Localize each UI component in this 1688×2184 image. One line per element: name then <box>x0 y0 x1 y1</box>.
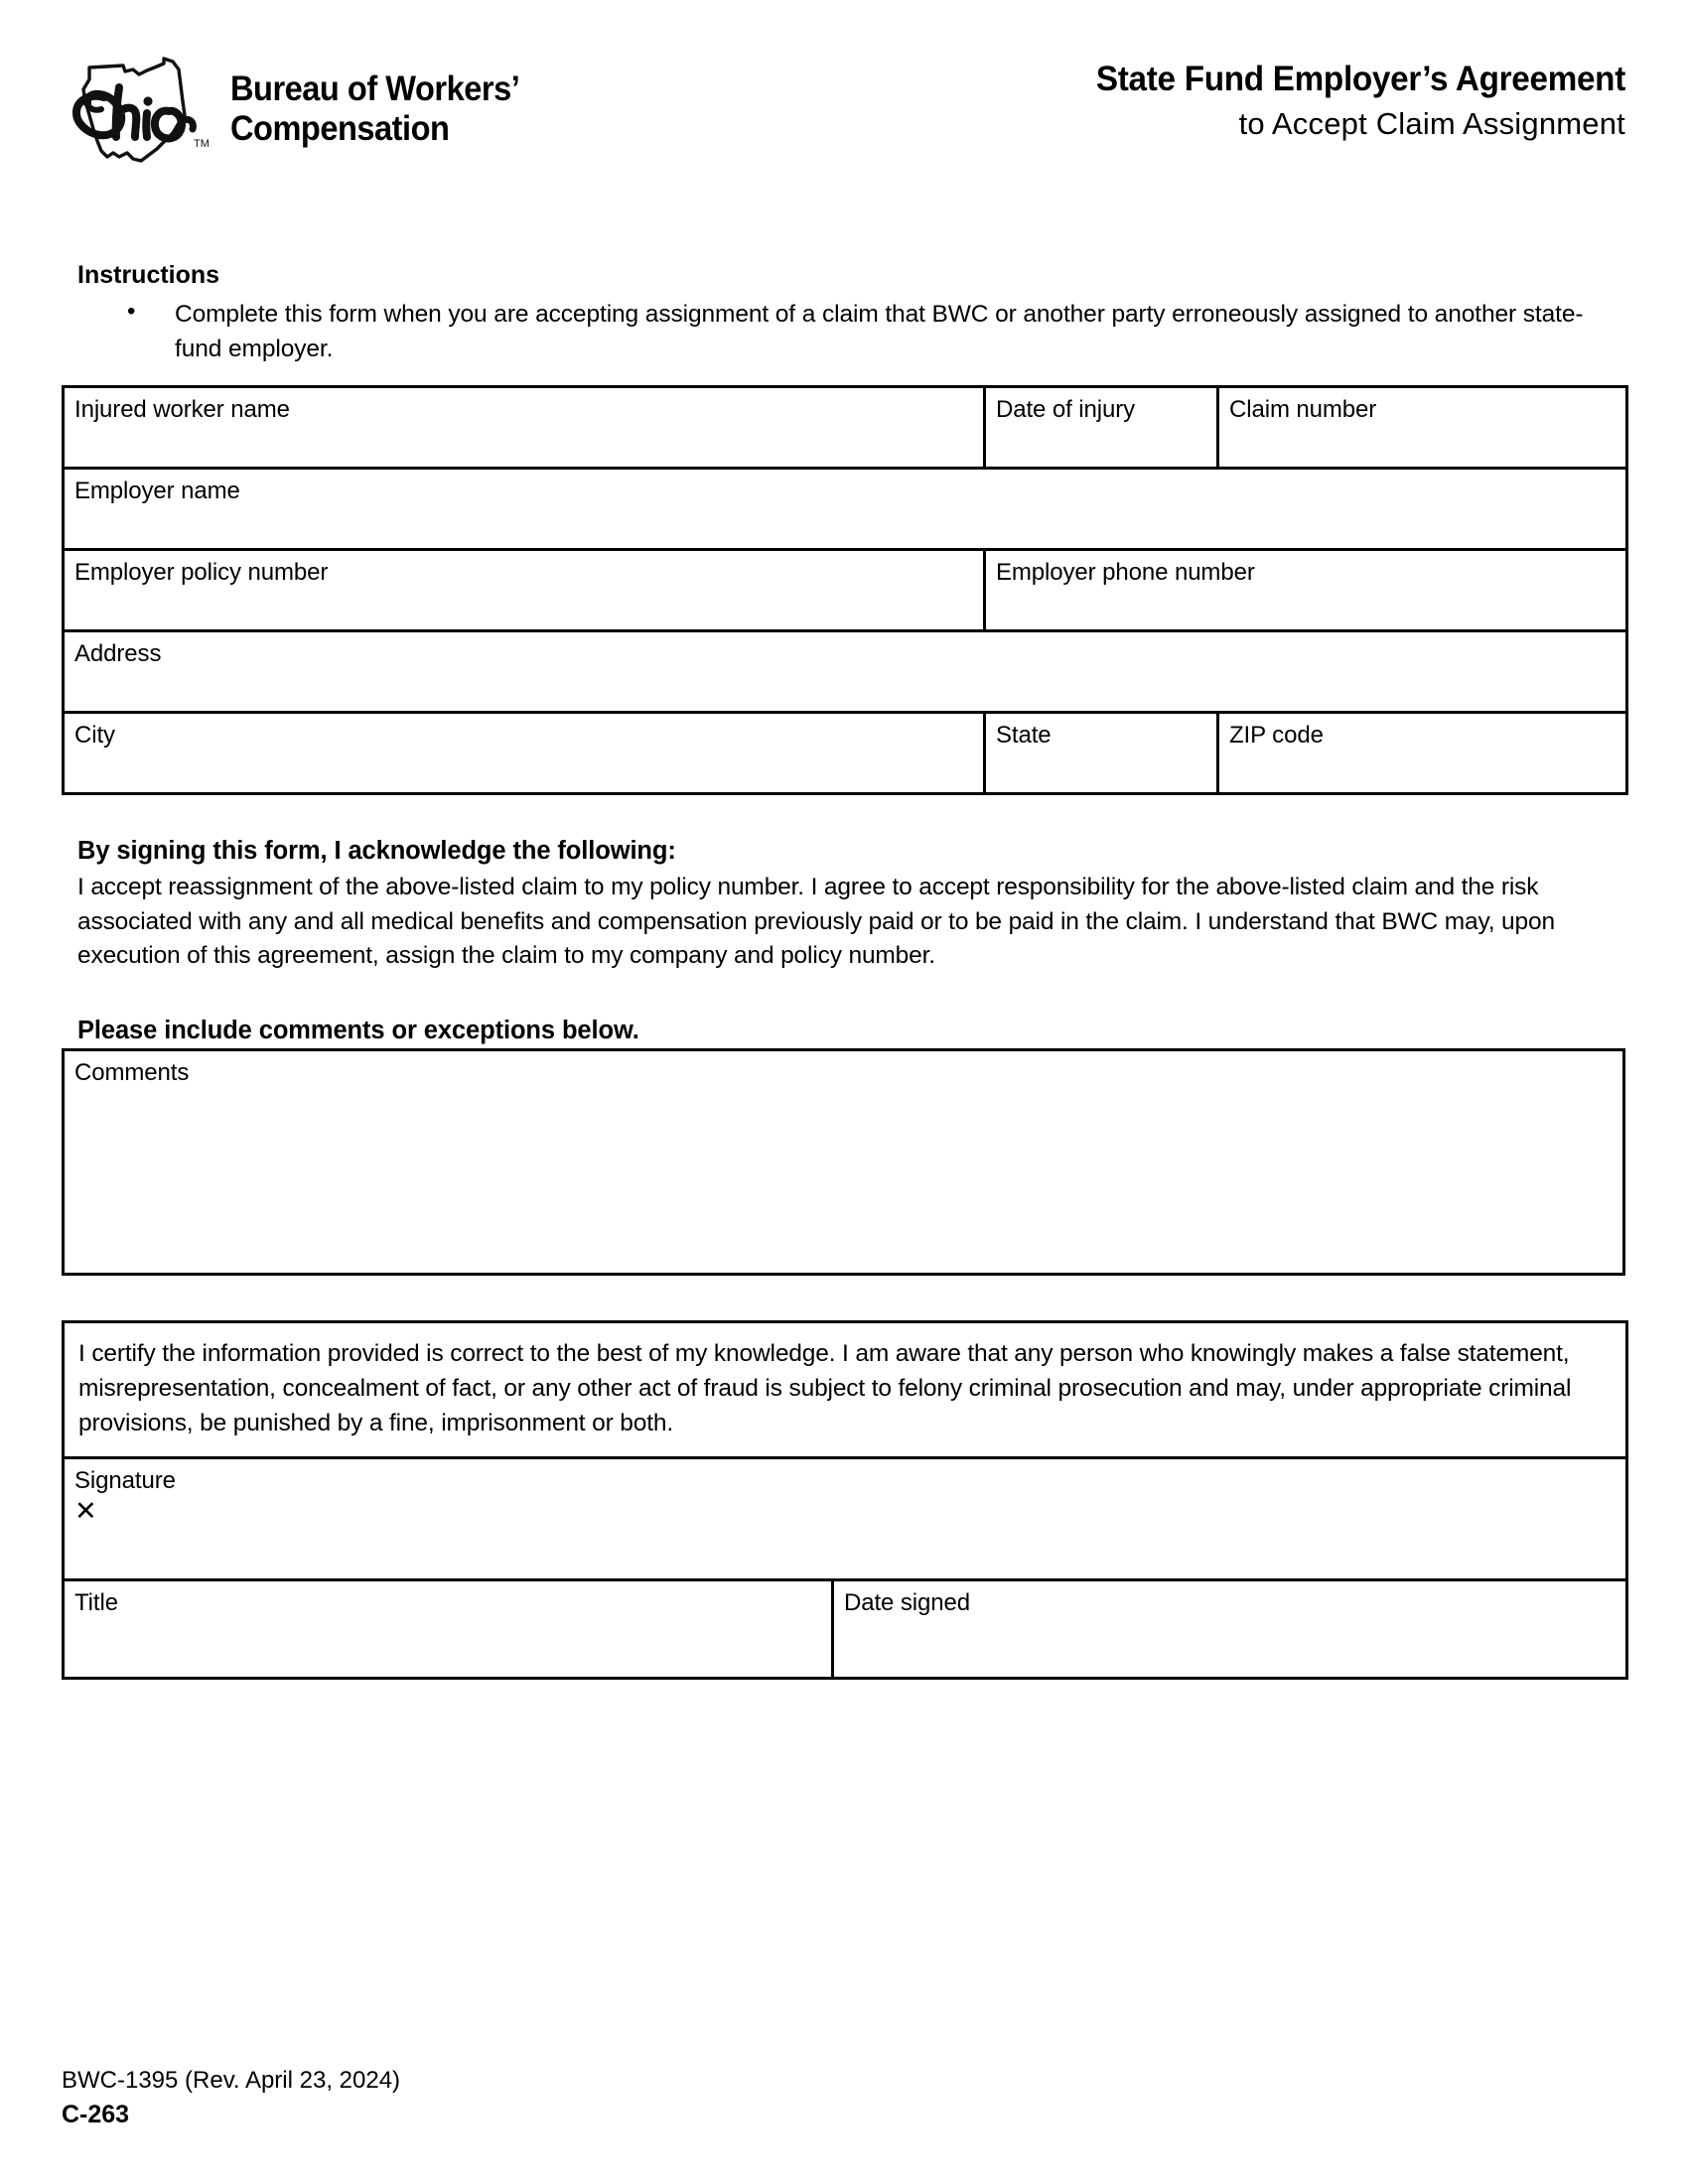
table-row <box>64 1580 1627 1679</box>
table-row <box>64 713 1627 794</box>
field-label: Injured worker name <box>74 396 290 423</box>
table-row <box>64 387 1627 469</box>
field-label: Signature <box>74 1467 176 1495</box>
field-label: Date of injury <box>996 396 1135 423</box>
field-label: State <box>996 722 1052 749</box>
instructions-section <box>77 260 1626 367</box>
field-label: Comments <box>74 1059 190 1086</box>
field-label: Employer name <box>74 478 240 504</box>
field-city[interactable] <box>64 713 985 794</box>
table-row <box>64 1322 1627 1458</box>
field-label: Employer phone number <box>996 559 1255 586</box>
acknowledgement-body: I accept reassignment of the above-listed claim to my policy number. I agree to accept responsibility for the above-listed claim and the risk associated with any and all medical benefits and compensation previously paid or to be paid in the claim. I understand that BWC may, upon execution of this agreement, assign the claim to my company and policy number. <box>77 873 1555 970</box>
field-employer-phone-number[interactable] <box>985 550 1627 631</box>
form-header <box>62 50 1625 174</box>
agency-branding <box>62 50 541 169</box>
form-footer <box>62 2065 400 2131</box>
table-row <box>64 469 1627 550</box>
field-zip-code[interactable] <box>1218 713 1627 794</box>
comments-heading: Please include comments or exceptions below. <box>77 1017 639 1044</box>
field-title[interactable] <box>64 1580 833 1679</box>
table-row <box>64 631 1627 713</box>
field-date-of-injury[interactable] <box>985 387 1218 469</box>
instructions-list-item <box>77 298 1626 367</box>
agency-name <box>230 69 519 149</box>
field-employer-name[interactable] <box>64 469 1627 550</box>
instructions-list <box>77 298 1626 367</box>
bullet-icon: • <box>127 298 136 325</box>
agency-name-line1: Bureau of Workers’ <box>230 69 520 109</box>
signature-x-mark: ✕ <box>74 1496 97 1527</box>
ohio-state-outline-logo-icon <box>62 50 211 169</box>
field-label: Date signed <box>844 1589 970 1617</box>
field-claim-number[interactable] <box>1218 387 1627 469</box>
table-row <box>64 550 1627 631</box>
instructions-heading: Instructions <box>77 261 220 289</box>
instructions-item-text: Complete this form when you are accepting assignment of a claim that BWC or another party erroneously assigned to another state-fund employer. <box>175 301 1584 362</box>
field-injured-worker-name[interactable] <box>64 387 985 469</box>
certification-statement <box>64 1322 1627 1458</box>
trademark-symbol: TM <box>194 138 210 150</box>
form-code: C-263 <box>62 2101 130 2129</box>
agency-name-line2: Compensation <box>230 109 450 148</box>
form-number: BWC-1395 (Rev. April 23, 2024) <box>62 2067 401 2094</box>
field-comments[interactable] <box>64 1050 1624 1275</box>
field-address[interactable] <box>64 631 1627 713</box>
field-state[interactable] <box>985 713 1218 794</box>
field-label: City <box>74 722 115 749</box>
field-date-signed[interactable] <box>833 1580 1627 1679</box>
table-row <box>64 1458 1627 1580</box>
field-label: Employer policy number <box>74 559 329 586</box>
claim-identification-table <box>62 385 1628 795</box>
field-employer-policy-number[interactable] <box>64 550 985 631</box>
form-title-block <box>633 60 1625 144</box>
acknowledgement-section <box>77 836 1626 974</box>
field-label: Address <box>74 640 162 667</box>
field-label: Claim number <box>1229 396 1377 423</box>
comments-table <box>62 1048 1625 1276</box>
page-subtitle: to Accept Claim Assignment <box>1238 106 1625 142</box>
certification-table <box>62 1320 1628 1680</box>
acknowledgement-heading: By signing this form, I acknowledge the following: <box>77 837 676 865</box>
table-row <box>64 1050 1624 1275</box>
field-label: Title <box>74 1589 118 1617</box>
page-title: State Fund Employer’s Agreement <box>1095 60 1625 98</box>
certification-text: I certify the information provided is correct to the best of my knowledge. I am aware that any person who knowingly makes a false statement, misrepresentation, concealment of fact, or any other act of fraud is subject to felony criminal prosecution and may, under appropriate criminal provisions, be punished by a fine, imprisonment or both. <box>78 1340 1572 1436</box>
field-label: ZIP code <box>1229 722 1324 749</box>
field-signature[interactable] <box>64 1458 1627 1580</box>
